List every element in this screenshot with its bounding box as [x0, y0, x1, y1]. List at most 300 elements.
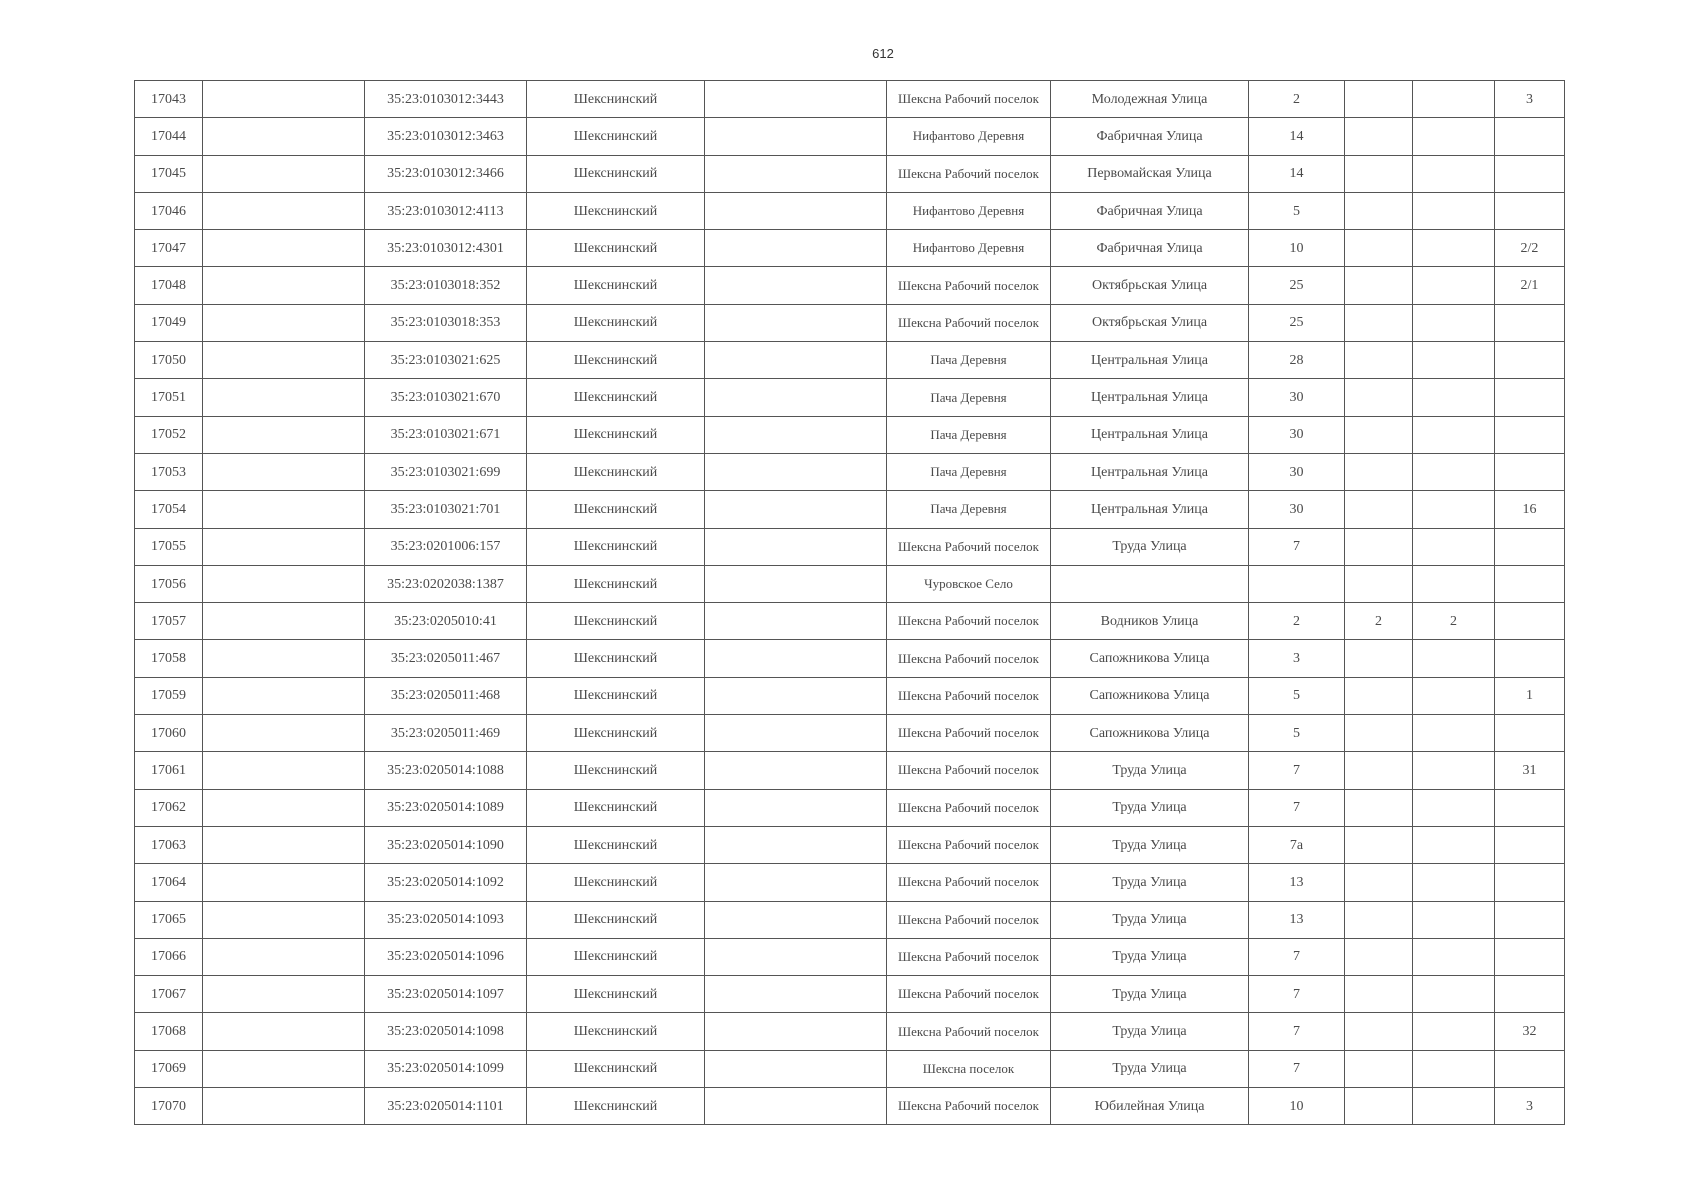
cell-street: Первомайская Улица: [1051, 155, 1249, 192]
table-row: [135, 379, 1565, 416]
cell-district: Шекснинский: [527, 1013, 705, 1050]
cell-district: Шекснинский: [527, 453, 705, 490]
cell-c10: [1413, 901, 1495, 938]
cell-id: 17053: [135, 453, 203, 490]
table-row: [135, 491, 1565, 528]
cell-apt: [1495, 304, 1565, 341]
cell-street: Труда Улица: [1051, 826, 1249, 863]
cell-c2: [203, 715, 365, 752]
cell-locality: Шексна Рабочий поселок: [887, 1013, 1051, 1050]
cell-c10: [1413, 976, 1495, 1013]
cell-c10: [1413, 453, 1495, 490]
cell-house: 7: [1249, 752, 1345, 789]
cell-cadastral: 35:23:0201006:157: [365, 528, 527, 565]
cell-c2: [203, 1013, 365, 1050]
cell-c9: [1345, 938, 1413, 975]
cell-c5: [705, 677, 887, 714]
cell-c9: [1345, 304, 1413, 341]
cell-apt: [1495, 864, 1565, 901]
cell-locality: Пача Деревня: [887, 491, 1051, 528]
cell-locality: Шексна Рабочий поселок: [887, 267, 1051, 304]
cell-district: Шекснинский: [527, 491, 705, 528]
cell-c9: [1345, 901, 1413, 938]
table-row: [135, 826, 1565, 863]
cell-street: Центральная Улица: [1051, 379, 1249, 416]
cell-street: Труда Улица: [1051, 528, 1249, 565]
cell-house: 5: [1249, 715, 1345, 752]
cell-district: Шекснинский: [527, 938, 705, 975]
cell-id: 17048: [135, 267, 203, 304]
cell-c5: [705, 938, 887, 975]
table-row: [135, 789, 1565, 826]
cell-c9: [1345, 416, 1413, 453]
cell-district: Шекснинский: [527, 192, 705, 229]
cell-c10: [1413, 118, 1495, 155]
cell-c9: [1345, 976, 1413, 1013]
cell-id: 17059: [135, 677, 203, 714]
cell-id: 17044: [135, 118, 203, 155]
cell-street: Молодежная Улица: [1051, 81, 1249, 118]
cell-street: Труда Улица: [1051, 938, 1249, 975]
page-number: 612: [872, 46, 894, 61]
cell-id: 17054: [135, 491, 203, 528]
cell-c9: [1345, 640, 1413, 677]
cell-c10: [1413, 938, 1495, 975]
cell-locality: Нифантово Деревня: [887, 230, 1051, 267]
cell-c5: [705, 528, 887, 565]
cell-c2: [203, 901, 365, 938]
cell-house: 7: [1249, 1013, 1345, 1050]
table-row: [135, 416, 1565, 453]
cell-street: [1051, 565, 1249, 602]
cell-id: 17052: [135, 416, 203, 453]
cell-district: Шекснинский: [527, 864, 705, 901]
cell-locality: Шексна поселок: [887, 1050, 1051, 1087]
cell-district: Шекснинский: [527, 976, 705, 1013]
cell-c5: [705, 1050, 887, 1087]
cell-district: Шекснинский: [527, 677, 705, 714]
cell-cadastral: 35:23:0103021:701: [365, 491, 527, 528]
table-row: [135, 864, 1565, 901]
cell-c5: [705, 1013, 887, 1050]
table-body: [135, 81, 1565, 1125]
cell-street: Центральная Улица: [1051, 342, 1249, 379]
cell-c5: [705, 81, 887, 118]
cell-cadastral: 35:23:0205014:1098: [365, 1013, 527, 1050]
cell-locality: Пача Деревня: [887, 416, 1051, 453]
cell-district: Шекснинский: [527, 1050, 705, 1087]
cell-locality: Шексна Рабочий поселок: [887, 528, 1051, 565]
cell-house: 13: [1249, 864, 1345, 901]
cell-apt: [1495, 342, 1565, 379]
cell-house: 5: [1249, 677, 1345, 714]
cell-cadastral: 35:23:0205014:1090: [365, 826, 527, 863]
cell-c5: [705, 752, 887, 789]
cell-street: Центральная Улица: [1051, 491, 1249, 528]
cell-house: 7: [1249, 1050, 1345, 1087]
cell-cadastral: 35:23:0205011:468: [365, 677, 527, 714]
cell-district: Шекснинский: [527, 789, 705, 826]
table-row: [135, 715, 1565, 752]
cell-c2: [203, 342, 365, 379]
cell-c2: [203, 453, 365, 490]
cell-apt: 1: [1495, 677, 1565, 714]
cell-c5: [705, 267, 887, 304]
cell-c9: [1345, 379, 1413, 416]
cell-street: Фабричная Улица: [1051, 118, 1249, 155]
cell-c9: [1345, 565, 1413, 602]
cell-c2: [203, 789, 365, 826]
cell-c10: [1413, 1050, 1495, 1087]
table-row: [135, 603, 1565, 640]
cell-district: Шекснинский: [527, 640, 705, 677]
cell-c9: [1345, 864, 1413, 901]
cell-c9: [1345, 752, 1413, 789]
cell-c9: [1345, 81, 1413, 118]
cell-id: 17050: [135, 342, 203, 379]
cell-apt: [1495, 603, 1565, 640]
cell-c10: [1413, 1013, 1495, 1050]
cell-c9: [1345, 1088, 1413, 1125]
cell-c10: 2: [1413, 603, 1495, 640]
cell-c10: [1413, 304, 1495, 341]
cell-house: 30: [1249, 416, 1345, 453]
cell-c9: [1345, 155, 1413, 192]
cell-c2: [203, 826, 365, 863]
cell-c2: [203, 155, 365, 192]
cell-locality: Шексна Рабочий поселок: [887, 938, 1051, 975]
cell-id: 17055: [135, 528, 203, 565]
cell-house: 2: [1249, 603, 1345, 640]
cell-c10: [1413, 81, 1495, 118]
cell-district: Шекснинский: [527, 528, 705, 565]
cell-district: Шекснинский: [527, 267, 705, 304]
cell-id: 17045: [135, 155, 203, 192]
cell-c5: [705, 826, 887, 863]
cell-id: 17067: [135, 976, 203, 1013]
cell-cadastral: 35:23:0205014:1088: [365, 752, 527, 789]
cell-apt: [1495, 155, 1565, 192]
cell-id: 17064: [135, 864, 203, 901]
cell-house: 10: [1249, 1088, 1345, 1125]
cell-c5: [705, 715, 887, 752]
table-row: [135, 267, 1565, 304]
table-row: [135, 752, 1565, 789]
cell-c9: [1345, 528, 1413, 565]
cell-house: 28: [1249, 342, 1345, 379]
cell-c5: [705, 304, 887, 341]
cell-apt: [1495, 789, 1565, 826]
cell-c5: [705, 342, 887, 379]
table-row: [135, 528, 1565, 565]
cell-c9: [1345, 789, 1413, 826]
cell-c2: [203, 603, 365, 640]
cell-c2: [203, 267, 365, 304]
cell-street: Октябрьская Улица: [1051, 267, 1249, 304]
cell-house: 7а: [1249, 826, 1345, 863]
cell-locality: Пача Деревня: [887, 379, 1051, 416]
cell-cadastral: 35:23:0205011:469: [365, 715, 527, 752]
cell-id: 17049: [135, 304, 203, 341]
cell-c10: [1413, 752, 1495, 789]
cell-apt: [1495, 379, 1565, 416]
cell-c5: [705, 565, 887, 602]
cell-locality: Шексна Рабочий поселок: [887, 864, 1051, 901]
cell-locality: Чуровское Село: [887, 565, 1051, 602]
cell-house: 7: [1249, 976, 1345, 1013]
cell-locality: Шексна Рабочий поселок: [887, 715, 1051, 752]
cell-street: Труда Улица: [1051, 789, 1249, 826]
cell-apt: [1495, 416, 1565, 453]
cell-c10: [1413, 715, 1495, 752]
cell-street: Труда Улица: [1051, 1013, 1249, 1050]
cell-apt: 31: [1495, 752, 1565, 789]
cell-c2: [203, 938, 365, 975]
cell-c2: [203, 118, 365, 155]
cell-cadastral: 35:23:0103012:3466: [365, 155, 527, 192]
cell-c10: [1413, 416, 1495, 453]
cell-district: Шекснинский: [527, 342, 705, 379]
cell-apt: 3: [1495, 1088, 1565, 1125]
cell-apt: [1495, 715, 1565, 752]
cell-house: 25: [1249, 267, 1345, 304]
cell-locality: Шексна Рабочий поселок: [887, 304, 1051, 341]
cell-c2: [203, 491, 365, 528]
cell-c10: [1413, 565, 1495, 602]
cell-apt: 3: [1495, 81, 1565, 118]
cell-locality: Шексна Рабочий поселок: [887, 155, 1051, 192]
cell-c10: [1413, 267, 1495, 304]
cell-c9: [1345, 826, 1413, 863]
cell-cadastral: 35:23:0205014:1093: [365, 901, 527, 938]
cell-locality: Шексна Рабочий поселок: [887, 603, 1051, 640]
cell-street: Труда Улица: [1051, 1050, 1249, 1087]
cell-id: 17057: [135, 603, 203, 640]
cell-house: 30: [1249, 379, 1345, 416]
table-row: [135, 453, 1565, 490]
cell-id: 17066: [135, 938, 203, 975]
table-row: [135, 342, 1565, 379]
cell-district: Шекснинский: [527, 715, 705, 752]
cell-street: Труда Улица: [1051, 864, 1249, 901]
cell-house: 14: [1249, 118, 1345, 155]
table-row: [135, 304, 1565, 341]
table-row: [135, 565, 1565, 602]
cell-c10: [1413, 155, 1495, 192]
cell-street: Труда Улица: [1051, 901, 1249, 938]
cell-cadastral: 35:23:0205014:1101: [365, 1088, 527, 1125]
cell-cadastral: 35:23:0103021:671: [365, 416, 527, 453]
cell-district: Шекснинский: [527, 304, 705, 341]
cell-id: 17062: [135, 789, 203, 826]
cell-locality: Шексна Рабочий поселок: [887, 976, 1051, 1013]
table-row: [135, 677, 1565, 714]
cell-apt: [1495, 118, 1565, 155]
cell-c5: [705, 192, 887, 229]
cell-id: 17056: [135, 565, 203, 602]
cell-cadastral: 35:23:0103012:4301: [365, 230, 527, 267]
cell-street: Октябрьская Улица: [1051, 304, 1249, 341]
cell-c9: [1345, 267, 1413, 304]
cell-district: Шекснинский: [527, 230, 705, 267]
table-row: [135, 118, 1565, 155]
cell-c5: [705, 230, 887, 267]
cell-c5: [705, 491, 887, 528]
cell-district: Шекснинский: [527, 1088, 705, 1125]
cell-c5: [705, 603, 887, 640]
cell-apt: 2/2: [1495, 230, 1565, 267]
cell-apt: [1495, 192, 1565, 229]
cell-c2: [203, 81, 365, 118]
table-row: [135, 155, 1565, 192]
cell-street: Труда Улица: [1051, 752, 1249, 789]
cell-c2: [203, 752, 365, 789]
cell-c2: [203, 1050, 365, 1087]
cell-c10: [1413, 192, 1495, 229]
cell-district: Шекснинский: [527, 565, 705, 602]
cell-house: [1249, 565, 1345, 602]
cell-c10: [1413, 491, 1495, 528]
cell-c10: [1413, 528, 1495, 565]
cell-id: 17060: [135, 715, 203, 752]
cell-c9: [1345, 677, 1413, 714]
cell-apt: [1495, 976, 1565, 1013]
table-row: [135, 938, 1565, 975]
cell-cadastral: 35:23:0103012:3463: [365, 118, 527, 155]
cell-cadastral: 35:23:0103018:352: [365, 267, 527, 304]
cell-c5: [705, 1088, 887, 1125]
cell-cadastral: 35:23:0205014:1089: [365, 789, 527, 826]
registry-table: [134, 80, 1565, 1125]
cell-locality: Нифантово Деревня: [887, 118, 1051, 155]
cell-street: Сапожникова Улица: [1051, 715, 1249, 752]
cell-apt: [1495, 565, 1565, 602]
cell-c5: [705, 640, 887, 677]
cell-district: Шекснинский: [527, 379, 705, 416]
cell-locality: Пача Деревня: [887, 342, 1051, 379]
cell-apt: 32: [1495, 1013, 1565, 1050]
cell-street: Центральная Улица: [1051, 416, 1249, 453]
cell-house: 7: [1249, 789, 1345, 826]
cell-c5: [705, 453, 887, 490]
cell-street: Водников Улица: [1051, 603, 1249, 640]
cell-c2: [203, 379, 365, 416]
cell-c2: [203, 1088, 365, 1125]
cell-c10: [1413, 640, 1495, 677]
cell-id: 17070: [135, 1088, 203, 1125]
cell-locality: Шексна Рабочий поселок: [887, 81, 1051, 118]
cell-cadastral: 35:23:0205011:467: [365, 640, 527, 677]
cell-street: Фабричная Улица: [1051, 192, 1249, 229]
cell-c2: [203, 976, 365, 1013]
cell-cadastral: 35:23:0103018:353: [365, 304, 527, 341]
cell-house: 10: [1249, 230, 1345, 267]
table-row: [135, 640, 1565, 677]
cell-c10: [1413, 1088, 1495, 1125]
cell-locality: Шексна Рабочий поселок: [887, 677, 1051, 714]
cell-c5: [705, 864, 887, 901]
cell-locality: Шексна Рабочий поселок: [887, 789, 1051, 826]
cell-locality: Нифантово Деревня: [887, 192, 1051, 229]
cell-c2: [203, 304, 365, 341]
cell-locality: Шексна Рабочий поселок: [887, 752, 1051, 789]
cell-cadastral: 35:23:0205014:1092: [365, 864, 527, 901]
cell-apt: 2/1: [1495, 267, 1565, 304]
cell-locality: Шексна Рабочий поселок: [887, 901, 1051, 938]
cell-house: 7: [1249, 528, 1345, 565]
cell-cadastral: 35:23:0103021:625: [365, 342, 527, 379]
cell-c9: [1345, 230, 1413, 267]
cell-apt: [1495, 528, 1565, 565]
cell-district: Шекснинский: [527, 826, 705, 863]
cell-district: Шекснинский: [527, 416, 705, 453]
cell-id: 17068: [135, 1013, 203, 1050]
cell-c2: [203, 677, 365, 714]
cell-c5: [705, 155, 887, 192]
cell-c10: [1413, 230, 1495, 267]
cell-cadastral: 35:23:0202038:1387: [365, 565, 527, 602]
cell-street: Юбилейная Улица: [1051, 1088, 1249, 1125]
cell-c2: [203, 640, 365, 677]
cell-district: Шекснинский: [527, 155, 705, 192]
cell-id: 17063: [135, 826, 203, 863]
cell-c5: [705, 789, 887, 826]
cell-c10: [1413, 379, 1495, 416]
cell-cadastral: 35:23:0205014:1099: [365, 1050, 527, 1087]
cell-c5: [705, 976, 887, 1013]
cell-id: 17069: [135, 1050, 203, 1087]
cell-c2: [203, 192, 365, 229]
cell-street: Фабричная Улица: [1051, 230, 1249, 267]
cell-street: Труда Улица: [1051, 976, 1249, 1013]
cell-street: Центральная Улица: [1051, 453, 1249, 490]
cell-c10: [1413, 789, 1495, 826]
cell-cadastral: 35:23:0103012:3443: [365, 81, 527, 118]
cell-house: 2: [1249, 81, 1345, 118]
cell-c5: [705, 118, 887, 155]
cell-locality: Шексна Рабочий поселок: [887, 640, 1051, 677]
cell-cadastral: 35:23:0205010:41: [365, 603, 527, 640]
cell-apt: [1495, 453, 1565, 490]
cell-c2: [203, 416, 365, 453]
table-row: [135, 901, 1565, 938]
cell-c9: [1345, 715, 1413, 752]
table-row: [135, 976, 1565, 1013]
cell-c2: [203, 864, 365, 901]
cell-district: Шекснинский: [527, 603, 705, 640]
cell-c9: [1345, 491, 1413, 528]
table-row: [135, 1013, 1565, 1050]
cell-cadastral: 35:23:0205014:1097: [365, 976, 527, 1013]
cell-c9: [1345, 1013, 1413, 1050]
cell-house: 30: [1249, 491, 1345, 528]
cell-locality: Шексна Рабочий поселок: [887, 826, 1051, 863]
cell-c9: [1345, 1050, 1413, 1087]
table-row: [135, 81, 1565, 118]
cell-id: 17065: [135, 901, 203, 938]
cell-house: 25: [1249, 304, 1345, 341]
cell-apt: [1495, 826, 1565, 863]
cell-locality: Пача Деревня: [887, 453, 1051, 490]
cell-c9: [1345, 453, 1413, 490]
table-row: [135, 1088, 1565, 1125]
cell-c5: [705, 901, 887, 938]
cell-c9: [1345, 118, 1413, 155]
cell-apt: [1495, 901, 1565, 938]
cell-cadastral: 35:23:0103021:699: [365, 453, 527, 490]
cell-id: 17043: [135, 81, 203, 118]
cell-c5: [705, 379, 887, 416]
